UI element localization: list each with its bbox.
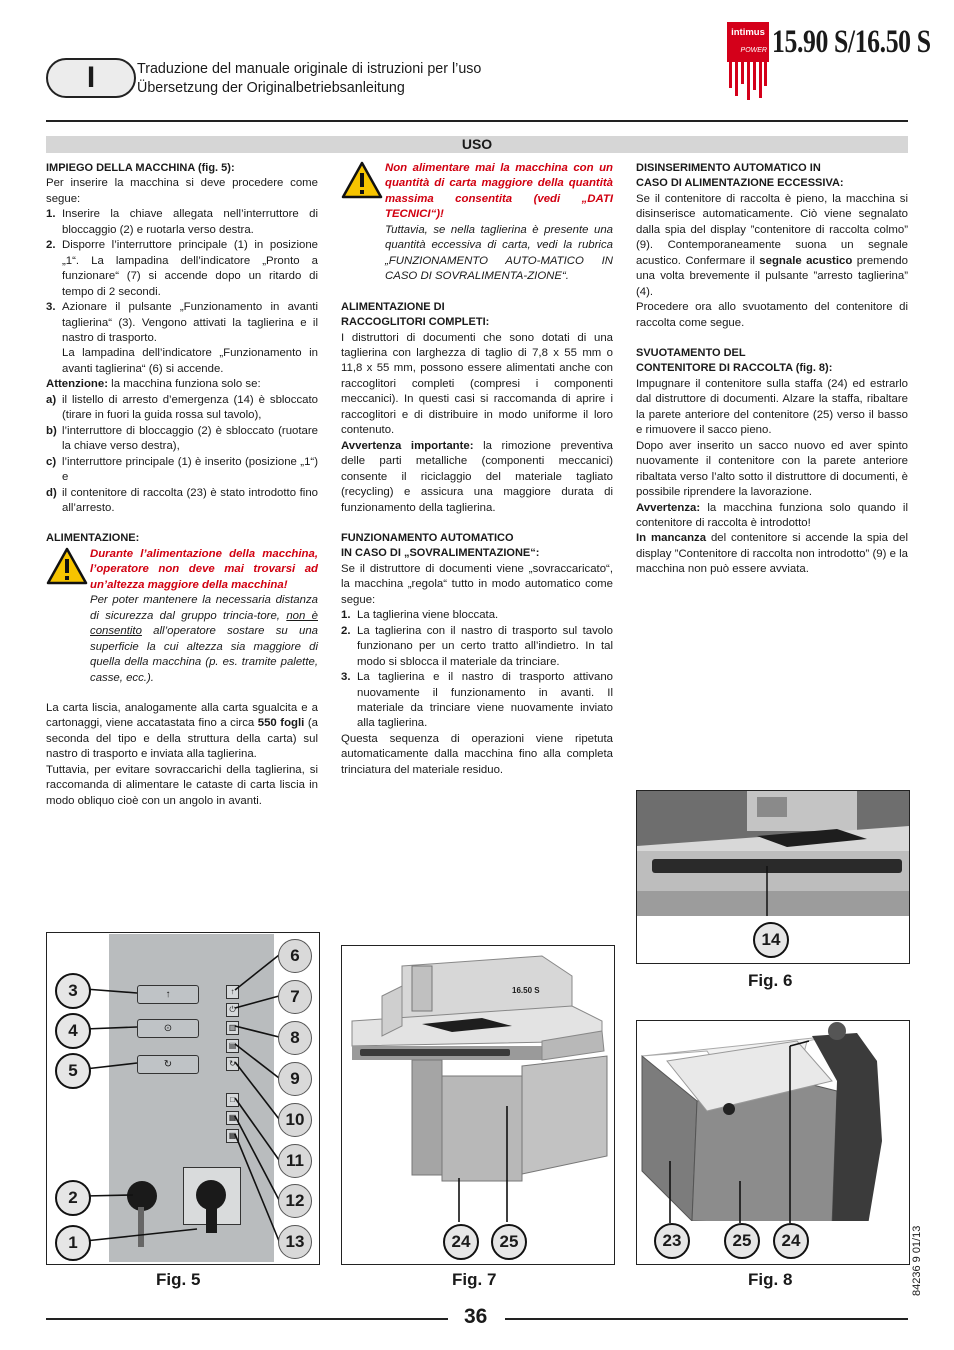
callout-25: 25 xyxy=(724,1223,760,1259)
heading-impiego: IMPIEGO DELLA MACCHINA (fig. 5): xyxy=(46,162,235,174)
heading-disinserimento-2: CASO DI ALIMENTAZIONE ECCESSIVA: xyxy=(636,177,844,190)
callout-9: 9 xyxy=(278,1062,312,1096)
footer-rule-left xyxy=(46,1318,448,1320)
warning-block xyxy=(341,161,613,285)
callout-6: 6 xyxy=(278,939,312,973)
list-item: 3. Azionare il pulsante „Funzionamento in avanti taglierina“ (3). Vengono attivati la taglierina e il nastro di trasporto. xyxy=(46,301,318,344)
heading-svuotamento-1: SVUOTAMENTO DEL xyxy=(636,346,746,359)
paragraph-carta: La carta liscia, analogamente alla carta sgualcita e a cartonaggi, viene accatastata fino a circa 550 fogli (a seconda del tipo e della struttura della carta) sul nastro di trasporto e inviata alla taglierina. xyxy=(46,701,318,761)
callout-5: 5 xyxy=(55,1053,91,1089)
paragraph-impugnare: Impugnare il contenitore sulla staffa (24) ed estrarlo dal distruttore di documenti. Alzare la staffa, ribaltare la parete anteriore del contenitore (25) verso il basso e rimuovere il sacco pieno. xyxy=(636,377,908,437)
heading-automatico-1: FUNZIONAMENTO AUTOMATICO xyxy=(341,531,514,544)
stop-button: ⊙ xyxy=(137,1019,199,1038)
list-item: 3. La taglierina e il nastro di trasporto attivano nuovamente il funzionamento in avanti. Il materiale da trinciare viene nuovamente inviato alla taglierina. xyxy=(341,671,613,730)
forward-button: ↑ xyxy=(137,985,199,1004)
callout-8: 8 xyxy=(278,1021,312,1055)
figure-8 xyxy=(636,1020,910,1265)
header-line-1: Traduzione del manuale originale di istruzioni per l’uso xyxy=(137,61,482,77)
heading-alimentazione: ALIMENTAZIONE: xyxy=(46,532,140,545)
condition-item: a) il listello di arresto d’emergenza (14) è sbloccato (tirare in fuori la guida rossa sul tavolo), xyxy=(46,393,318,422)
model-title: 15.90 S/16.50 S xyxy=(772,24,931,60)
callout-4: 4 xyxy=(55,1013,91,1049)
warning-italic-text: Per poter mantenere la necessaria distanza di sicurezza dal gruppo trincia-tore, non è consentito all’operatore sostare su una superficie la cui altezza sia maggiore di quella della macchina (p. es. tramite palette, casse, ecc.). xyxy=(90,594,318,684)
callout-24: 24 xyxy=(443,1224,479,1260)
header-subtitle xyxy=(137,60,481,98)
attention-text: Attenzione: la macchina funziona solo se: xyxy=(46,378,261,391)
callout-10: 10 xyxy=(278,1103,312,1137)
callout-24: 24 xyxy=(773,1223,809,1259)
callout-11: 11 xyxy=(278,1144,312,1178)
figure-5 xyxy=(46,932,320,1265)
heading-disinserimento-1: DISINSERIMENTO AUTOMATICO IN xyxy=(636,162,821,174)
step3-extra: La lampadina dell’indicatore „Funzionamento in avanti taglierina“ (6) si accende. xyxy=(62,347,318,375)
indicator-door-icon: □ xyxy=(226,1093,239,1107)
indicator-full-icon: ▤ xyxy=(226,1039,239,1053)
heading-svuotamento-2: CONTENITORE DI RACCOLTA (fig. 8): xyxy=(636,362,833,375)
callout-7: 7 xyxy=(278,980,312,1014)
warning-icon xyxy=(46,547,90,686)
warning-italic-text: Tuttavia, se nella taglierina è presente una quantità eccessiva di carta, vedi la rubrica „FUNZIONAMENTO AUTO-MATICO IN CASO DI SOVRALIMENTA-ZIONE“. xyxy=(385,223,613,283)
header-rule xyxy=(46,120,908,122)
indicator-bag-icon: ▦ xyxy=(226,1129,239,1143)
warning-red-text: Non alimentare mai la macchina con un quantità di carta maggiore della quantità massima consentita (vedi „DATI TECNICI“)! xyxy=(385,162,613,221)
paragraph-svuotamento-intro: Procedere ora allo svuotamento del contenitore di raccolta come segue. xyxy=(636,301,908,329)
callout-25: 25 xyxy=(491,1224,527,1260)
callout-1: 1 xyxy=(55,1225,91,1261)
fig5-label: Fig. 5 xyxy=(156,1270,201,1289)
callout-3: 3 xyxy=(55,973,91,1009)
machine-tag: 16.50 S xyxy=(512,986,540,995)
fig7-label: Fig. 7 xyxy=(452,1270,497,1289)
indicator-binder-icon: ▥ xyxy=(226,1021,239,1035)
fig6-label: Fig. 6 xyxy=(748,971,793,990)
paragraph-obliquo: Tuttavia, per evitare sovraccarichi della taglierina, si raccomanda di alimentare le cataste di carta liscia in modo obliquo cioè con un angolo in avanti. xyxy=(46,763,318,807)
intro-text: Per inserire la macchina si deve procedere come segue: xyxy=(46,177,318,205)
warning-icon xyxy=(341,161,385,285)
heading-automatico-2: IN CASO DI „SOVRALIMENTAZIONE“: xyxy=(341,547,540,560)
paragraph-raccoglitori: I distruttori di documenti che sono dotati di una taglierina con larghezza di taglio di 7,8 x 55 mm o 11,8 x 55 mm, possono essere alimentati anche con raccoglitori completi (compresi i componenti meccanici). In questi casi si raccomanda di aprire i raccoglitori e di distribuire in modo uniforme il loro contenuto. xyxy=(341,331,613,437)
paragraph-mancanza: In mancanza del contenitore si accende la spia del display ”Contenitore di raccolta non introdotto” (9) e la macchina non può essere avviata. xyxy=(636,532,908,576)
callout-2: 2 xyxy=(55,1180,91,1216)
condition-item: d) il contenitore di raccolta (23) è stato introdotto fino all’arresto. xyxy=(46,486,318,514)
list-item: 1. La taglierina viene bloccata. xyxy=(341,609,499,622)
figure-7 xyxy=(341,945,615,1265)
heading-raccoglitori-2: RACCOGLITORI COMPLETI: xyxy=(341,316,490,329)
language-code: I xyxy=(86,61,96,94)
heading-raccoglitori-1: ALIMENTAZIONE DI xyxy=(341,300,445,313)
paragraph-sacco: Dopo aver inserito un sacco nuovo ed aver spinto nuovamente il contenitore con la parete anteriore ribaltata verso l’alto sotto il distruttore di documenti, è possibile riprendere la lavorazione. xyxy=(636,439,908,499)
warning-block xyxy=(46,547,318,686)
header-line-2: Übersetzung der Originalbetriebsanleitung xyxy=(137,80,405,96)
fig8-label: Fig. 8 xyxy=(748,1270,793,1289)
paragraph-disinserimento: Se il contenitore di raccolta è pieno, la macchina si disinserisce automaticamente. Ciò viene segnalato dalla spia del display ”contenitore di raccolta colmo” (9). Contemporaneamente suona un segnale acustico. Confermare il segnale acustico premendo una volta brevemente il pulsante ”arresto taglierina” (4). xyxy=(636,192,908,298)
callout-13: 13 xyxy=(278,1225,312,1259)
indicator-bin-icon: ▦ xyxy=(226,1111,239,1125)
paragraph-sequenza: Questa sequenza di operazioni viene ripetuta automaticamente dalla macchina fino alla completa trinciatura del materiale residuo. xyxy=(341,732,613,776)
callout-14: 14 xyxy=(753,922,789,958)
page-number: 36 xyxy=(464,1305,488,1328)
column-2 xyxy=(341,161,613,778)
list-item: 1. Inserire la chiave allegata nell’interruttore di bloccaggio (2) e ruotarla verso destra. xyxy=(46,208,318,236)
footer-rule-right xyxy=(505,1318,908,1320)
logo-sub: POWER xyxy=(740,47,767,54)
section-title: USO xyxy=(46,136,908,153)
fig7-illustration xyxy=(342,946,614,1264)
column-3 xyxy=(636,161,908,578)
warning-red-text: Durante l’alimentazione della macchina, l’operatore non deve mai trovarsi ad un’altezza maggiore della macchina! xyxy=(90,547,318,591)
logo-brand: intimus xyxy=(731,27,765,38)
condition-item: b) l’interruttore di bloccaggio (2) è sbloccato (ruotare la chiave verso destra), xyxy=(46,424,318,453)
indicator-power-icon: ⏻ xyxy=(226,1003,239,1017)
callout-12: 12 xyxy=(278,1184,312,1218)
indicator-reverse-icon: ↻ xyxy=(226,1057,239,1071)
paragraph-sovraccarico: Se il distruttore di documenti viene „sovraccaricato“, la macchina „regola“ tutto in modo automatico come segue: xyxy=(341,562,613,606)
paragraph-avvertenza: Avvertenza importante: la rimozione preventiva delle parti metalliche (componenti meccanici) consente il riciclaggio del materiale tagliato (recycling) e assicura una maggiore durata di funzionamento della taglierina. xyxy=(341,439,614,514)
language-badge xyxy=(46,58,136,98)
document-code: 84236 9 01/13 xyxy=(911,1225,923,1296)
list-item: 2. Disporre l’interruttore principale (1) in posizione „1“. La lampadina dell’indicatore „Pronto a funzionare“ (7) si accende dopo un ritardo di tempo di 2 secondi. xyxy=(46,239,318,298)
column-1 xyxy=(46,161,318,809)
reverse-button: ↻ xyxy=(137,1055,199,1074)
paragraph-avvertenza: Avvertenza: la macchina funziona solo quando il contenitore di raccolta è introdotto! xyxy=(636,501,908,529)
condition-item: c) l’interruttore principale (1) è inserito (posizione „1“) e xyxy=(46,455,318,484)
callout-23: 23 xyxy=(654,1223,690,1259)
indicator-forward-icon: ↑ xyxy=(226,985,239,999)
list-item: 2. La taglierina con il nastro di trasporto sul tavolo funzionano per un certo tratto all’indietro. In tal modo si sblocca il materiale da trinciare. xyxy=(341,624,613,668)
figure-6 xyxy=(636,790,910,964)
intimus-logo xyxy=(727,22,769,104)
